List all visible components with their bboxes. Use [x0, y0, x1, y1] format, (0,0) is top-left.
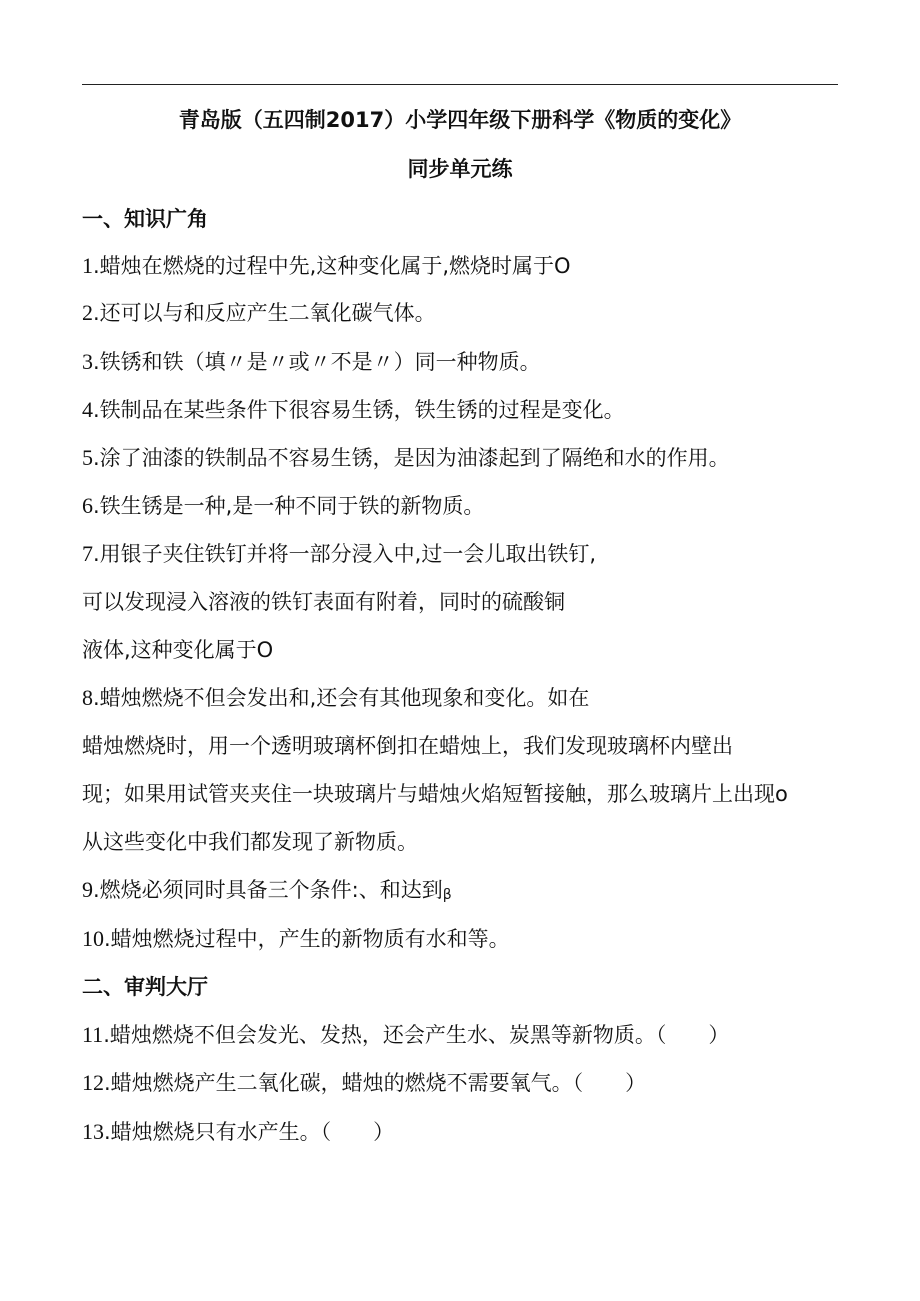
header-rule — [82, 84, 838, 85]
question-number: 13 — [82, 1119, 104, 1144]
question-number: 10 — [82, 926, 104, 951]
question-8-continuation: 从这些变化中我们都发现了新物质。 — [82, 830, 418, 854]
question-7-continuation: 液体,这种变化属于O — [82, 638, 274, 662]
document-title: 青岛版（五四制2017）小学四年级下册科学《物质的变化》 — [178, 108, 742, 132]
question-text: .蜡烛燃烧只有水产生。（ ） — [104, 1120, 395, 1144]
question-text: .蜡烛在燃烧的过程中先,这种变化属于,燃烧时属于O — [93, 254, 571, 278]
question-9 — [82, 874, 452, 904]
question-13 — [82, 1116, 394, 1146]
question-number: 11 — [82, 1022, 104, 1047]
question-number: 6 — [82, 493, 93, 518]
question-text: .用银子夹住铁钉并将一部分浸入中,过一会儿取出铁钉, — [93, 542, 597, 566]
question-text: .蜡烛燃烧过程中，产生的新物质有水和等。 — [104, 927, 510, 951]
question-8-continuation: 蜡烛燃烧时，用一个透明玻璃杯倒扣在蜡烛上，我们发现玻璃杯内壁出 — [82, 734, 733, 758]
question-number: 3 — [82, 349, 93, 374]
question-12 — [82, 1067, 646, 1097]
question-11 — [82, 1019, 729, 1049]
question-number: 9 — [82, 877, 93, 902]
question-text: .蜡烛燃烧不但会发光、发热，还会产生水、炭黑等新物质。（ ） — [103, 1023, 730, 1047]
section-heading-knowledge: 一、知识广角 — [82, 207, 208, 231]
question-text: .铁生锈是一种,是一种不同于铁的新物质。 — [93, 494, 485, 518]
question-3 — [82, 346, 541, 376]
question-1 — [82, 250, 571, 280]
question-text: .涂了油漆的铁制品不容易生锈，是因为油漆起到了隔绝和水的作用。 — [93, 446, 730, 470]
question-suffix: β — [442, 887, 452, 903]
question-2 — [82, 297, 436, 327]
question-number: 5 — [82, 445, 93, 470]
question-text: .还可以与和反应产生二氧化碳气体。 — [93, 301, 436, 325]
document-subtitle: 同步单元练 — [407, 157, 513, 181]
question-7-continuation: 可以发现浸入溶液的铁钉表面有附着，同时的硫酸铜 — [82, 590, 565, 614]
question-4 — [82, 394, 625, 424]
question-7 — [82, 538, 596, 568]
question-text: .铁锈和铁（填〃是〃或〃不是〃）同一种物质。 — [93, 350, 541, 374]
question-8 — [82, 682, 589, 712]
question-8-continuation: 现；如果用试管夹夹住一块玻璃片与蜡烛火焰短暂接触，那么玻璃片上出现o — [82, 782, 788, 806]
question-text: .蜡烛燃烧产生二氧化碳，蜡烛的燃烧不需要氧气。（ ） — [104, 1071, 647, 1095]
question-number: 7 — [82, 541, 93, 566]
question-number: 12 — [82, 1070, 104, 1095]
question-10 — [82, 923, 510, 953]
section-heading-judgement: 二、审判大厅 — [82, 975, 208, 999]
question-5 — [82, 442, 730, 472]
question-number: 4 — [82, 397, 93, 422]
question-6 — [82, 490, 484, 520]
question-number: 1 — [82, 253, 93, 278]
question-text: .蜡烛燃烧不但会发出和,还会有其他现象和变化。如在 — [93, 686, 590, 710]
question-number: 2 — [82, 300, 93, 325]
question-text: .铁制品在某些条件下很容易生锈，铁生锈的过程是变化。 — [93, 398, 625, 422]
question-text: .燃烧必须同时具备三个条件:、和达到 — [93, 878, 443, 902]
question-number: 8 — [82, 685, 93, 710]
